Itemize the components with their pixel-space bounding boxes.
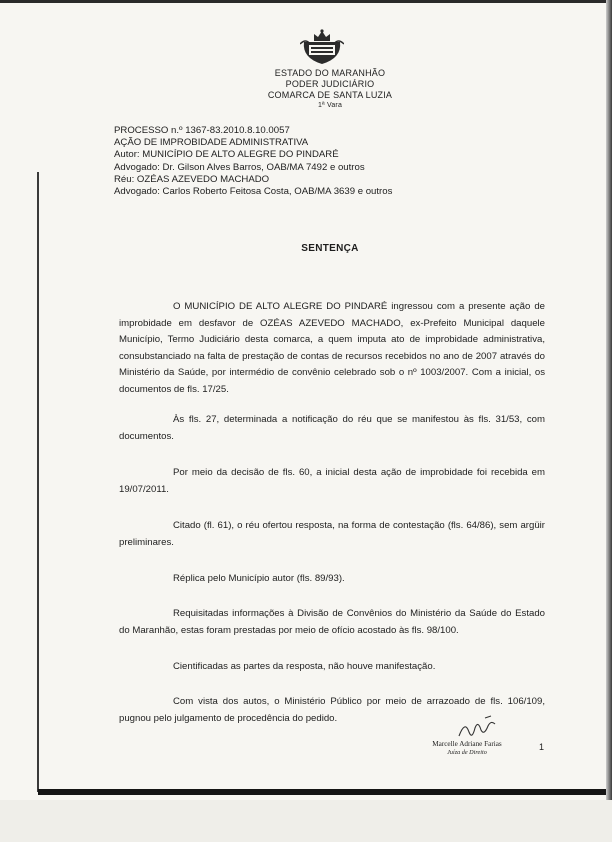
document-title: SENTENÇA: [301, 243, 359, 254]
plaintiff-lawyer: Advogado: Dr. Gilson Alves Barros, OAB/MA 7492 e outros: [114, 161, 365, 173]
paragraph-3: Por meio da decisão de fls. 60, a inicial desta ação de improbidade foi recebida em 19/07/2011.: [119, 467, 545, 495]
header-judiciary: PODER JUDICIÁRIO: [285, 79, 375, 89]
header-court-branch: 1ª Vara: [317, 102, 343, 109]
scan-edge-top: [0, 0, 612, 3]
case-defendant: Réu: OZÉAS AZEVEDO MACHADO: [114, 173, 270, 185]
paragraph-2: Às fls. 27, determinada a notificação do réu que se manifestou às fls. 31/53, com documentos.: [119, 414, 545, 442]
signer-role: Juíza de Direito: [447, 749, 487, 756]
defendant-lawyer: Advogado: Carlos Roberto Feitosa Costa, OAB/MA 3639 e outros: [114, 186, 393, 198]
paragraph-1: O MUNICÍPIO DE ALTO ALEGRE DO PINDARÉ ingressou com a presente ação de improbidade em desfavor de OZÉAS AZEVEDO MACHADO, ex-Prefeito Municipal daquele Município, Termo Judiciário desta comarca, a quem imputa ato de improbidade administrativa, consubstanciado na falta de prestação de contas de recursos recebidos no ano de 2007 através do Ministério da Saúde, por intermédio de convênio celebrado sob o nº 1003/2007. Com a inicial, os documentos de fls. 17/25.: [119, 301, 545, 395]
court-header: [230, 68, 430, 110]
paragraph-8: Com vista dos autos, o Ministério Público por meio de arrazoado de fls. 106/109, pugnou pelo julgamento de procedência do pedido.: [119, 696, 545, 724]
header-state: ESTADO DO MARANHÃO: [274, 68, 386, 78]
scan-edge-bottom: [0, 800, 612, 842]
coat-of-arms-icon: [300, 28, 344, 66]
case-plaintiff: Autor: MUNICÍPIO DE ALTO ALEGRE DO PINDARÉ: [114, 149, 339, 161]
header-district: COMARCA DE SANTA LUZIA: [267, 90, 393, 100]
paragraph-7: Cientificadas as partes da resposta, não houve manifestação.: [173, 661, 436, 672]
scan-edge-right: [606, 0, 612, 842]
signer-block: [412, 740, 522, 757]
left-margin-line: [37, 172, 39, 792]
case-number: PROCESSO n.º 1367-83.2010.8.10.0057: [114, 125, 290, 136]
case-info: [114, 125, 534, 198]
handwritten-signature: [455, 714, 505, 742]
paragraph-5: Réplica pelo Município autor (fls. 89/93).: [173, 573, 345, 584]
paragraph-4: Citado (fl. 61), o réu ofertou resposta, na forma de contestação (fls. 64/86), sem argüir preliminares.: [119, 520, 545, 548]
bottom-rule: [38, 789, 606, 795]
signer-name: Marcelle Adriane Farias: [432, 740, 502, 748]
case-action: AÇÃO DE IMPROBIDADE ADMINISTRATIVA: [114, 137, 309, 149]
paragraph-6: Requisitadas informações à Divisão de Convênios do Ministério da Saúde do Estado do Maranhão, estas foram prestadas por meio de ofício acostado às fls. 98/100.: [119, 608, 545, 636]
page-mark: 1: [539, 742, 545, 752]
